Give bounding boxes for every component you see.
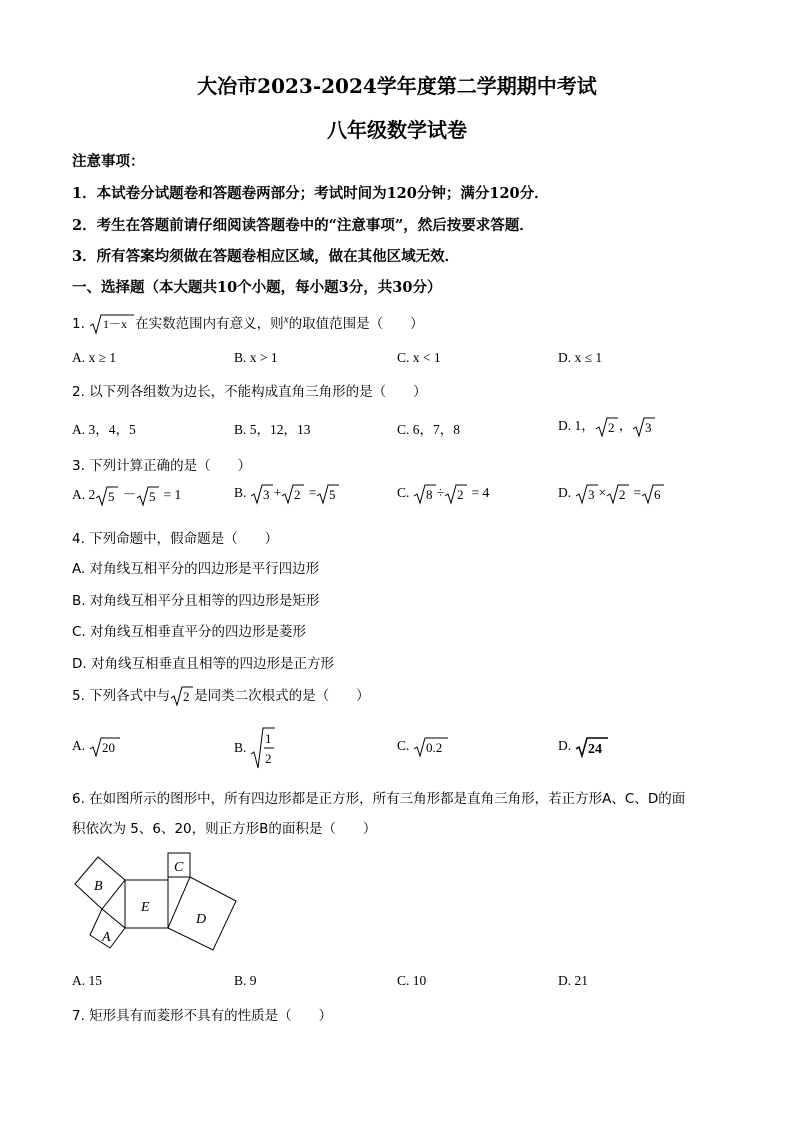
svg-text:2: 2 [619, 487, 626, 502]
svg-text:2: 2 [264, 751, 272, 766]
question-6-line2: 积依次为 5、6、20，则正方形B的面积是（ ） [72, 821, 377, 837]
note-item: 2．考生在答题前请仔细阅读答题卷中的“注意事项”，然后按要求答题． [72, 217, 534, 234]
svg-text:3: 3 [645, 419, 652, 435]
option-a[interactable]: A. 对角线互相平分的四边形是平行四边形 [72, 561, 320, 577]
option-a[interactable]: A. x ≥ 1 [72, 350, 117, 365]
option-b[interactable]: B. 9 [234, 973, 257, 988]
svg-text:5: 5 [149, 488, 156, 504]
question-2: 2. 以下列各组数为边长，不能构成直角三角形的是（ ） [72, 384, 427, 400]
option-c[interactable]: C. 对角线互相垂直平分的四边形是菱形 [72, 624, 307, 640]
option-b[interactable]: B. x > 1 [234, 350, 278, 365]
question-4: 4. 下列命题中，假命题是（ ） [72, 531, 279, 547]
option-c[interactable]: C. 8 ÷ 2 = 4 [397, 485, 490, 502]
sqrt-expression [89, 313, 135, 335]
section-heading: 一、选择题（本大题共10个小题，每小题3分，共30分） [72, 279, 442, 296]
option-c[interactable]: C. 0.2 [397, 736, 449, 758]
svg-text:1: 1 [264, 731, 272, 746]
svg-text:24: 24 [587, 742, 602, 757]
svg-text:2: 2 [457, 487, 464, 502]
svg-text:6: 6 [654, 487, 661, 502]
notes-heading: 注意事项： [72, 153, 145, 170]
option-a[interactable]: A. 2 5 － 5 = 1 [72, 487, 182, 504]
option-d[interactable]: D. 24 [558, 736, 609, 758]
option-a[interactable]: A. 3，4，5 [72, 422, 136, 437]
note-item: 1．本试卷分试题卷和答题卷两部分；考试时间为120分钟；满分120分． [72, 185, 549, 202]
option-a[interactable]: A. 15 [72, 973, 102, 988]
option-b[interactable]: B. 1 2 [234, 726, 276, 770]
question-5: 5. 下列各式中与 2 是同类二次根式的是（ ） [72, 688, 370, 704]
svg-text:2: 2 [294, 487, 301, 502]
radicand: 1－x [103, 317, 128, 331]
label-c: C [174, 860, 184, 875]
exam-title: 大冶市2023-2024学年度第二学期期中考试 [197, 74, 597, 98]
svg-text:5: 5 [329, 487, 336, 502]
question-7: 7. 矩形具有而菱形不具有的性质是（ ） [72, 1008, 333, 1024]
label-e: E [141, 900, 150, 915]
option-c[interactable]: C. 6，7，8 [397, 422, 461, 437]
note-item: 3．所有答案均须做在答题卷相应区域，做在其他区域无效． [72, 248, 460, 265]
svg-text:2: 2 [607, 419, 615, 435]
svg-text:3: 3 [587, 487, 594, 502]
option-d[interactable]: D. 21 [558, 973, 588, 988]
option-c[interactable]: C. x < 1 [397, 350, 441, 365]
label-d: D [196, 912, 207, 927]
option-d[interactable]: D. 对角线互相垂直且相等的四边形是正方形 [72, 656, 334, 672]
svg-text:20: 20 [101, 740, 115, 755]
option-d[interactable]: D. 3 × 2 = 6 [558, 483, 665, 505]
question-3: 3. 下列计算正确的是（ ） [72, 458, 252, 474]
question-6-line1: 6. 在如图所示的图形中，所有四边形都是正方形，所有三角形都是直角三角形，若正方形A、C、D的面 [72, 791, 686, 807]
question-1: 1. 1－x 在实数范围内有意义，则$^x$的取值范围是（ ） [72, 312, 424, 335]
label-b: B [94, 879, 103, 894]
svg-text:5: 5 [108, 488, 115, 504]
option-d[interactable]: D. x ≤ 1 [558, 350, 603, 365]
option-b[interactable]: B. 5，12，13 [234, 422, 311, 437]
squares-figure [70, 848, 245, 963]
option-c[interactable]: C. 10 [397, 973, 427, 988]
option-b[interactable]: B. 3 + 2 = 5 [234, 483, 340, 505]
svg-text:0.2: 0.2 [425, 740, 443, 755]
exam-subtitle: 八年级数学试卷 [327, 118, 467, 142]
label-a: A [102, 930, 111, 945]
svg-text:2: 2 [183, 689, 190, 704]
option-b[interactable]: B. 对角线互相平分且相等的四边形是矩形 [72, 593, 320, 609]
svg-text:3: 3 [262, 487, 270, 502]
svg-text:8: 8 [425, 487, 433, 502]
option-d[interactable]: D. 1， 2 ， 3 [558, 414, 656, 438]
option-a[interactable]: A. 20 [72, 736, 121, 758]
